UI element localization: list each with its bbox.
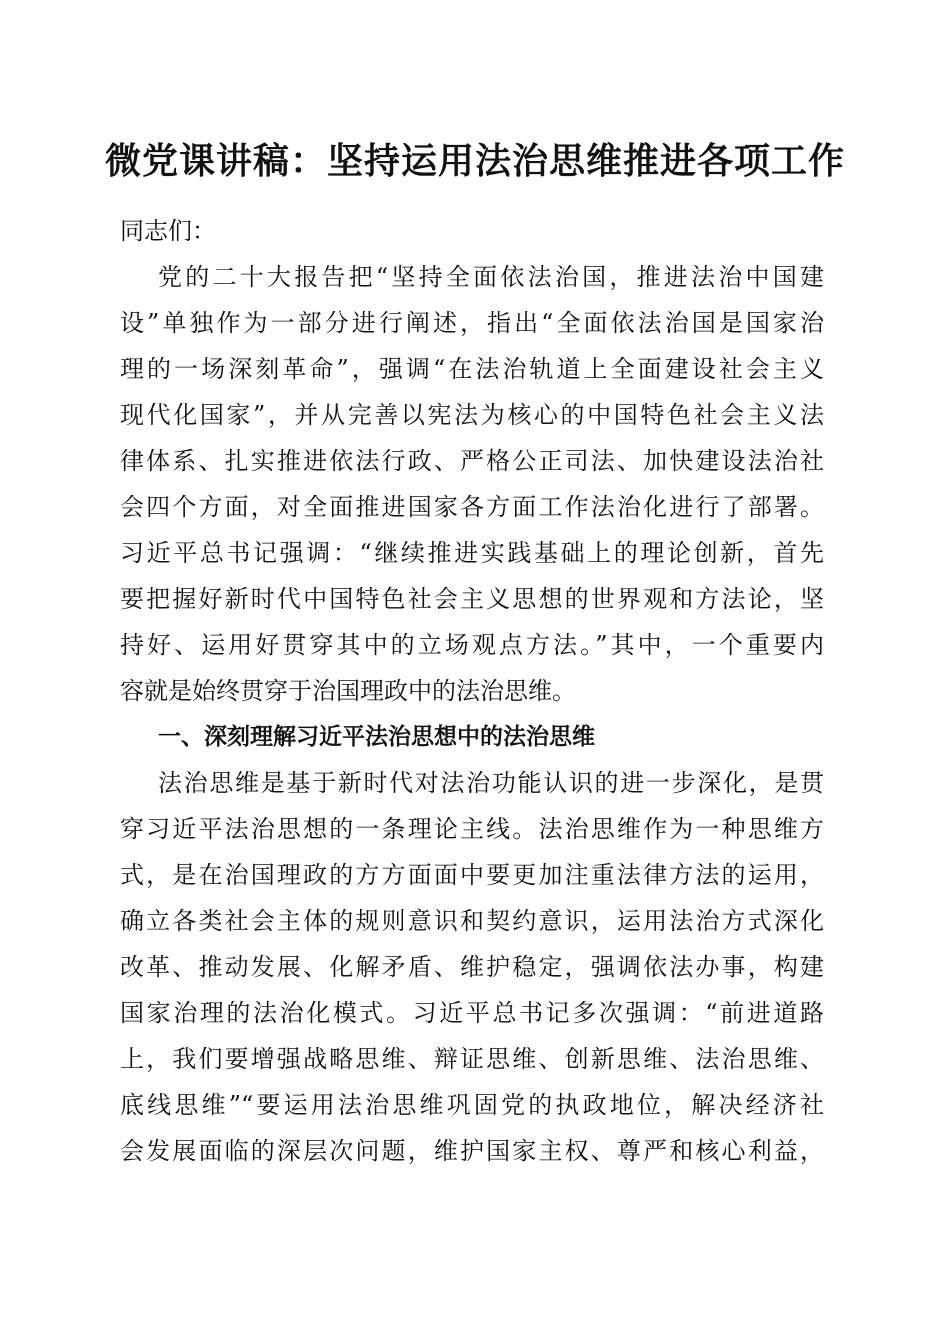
paragraph-line: 容就是始终贯穿于治国理政中的法治思维。 [120, 677, 576, 705]
document-body [120, 208, 824, 1174]
paragraph-line: 会四个方面，对全面推进国家各方面工作法治化进行了部署。 [120, 493, 824, 521]
paragraph-line: 现代化国家”，并从完善以宪法为核心的中国特色社会主义法 [120, 401, 824, 429]
paragraph-line: 律体系、扎实推进依法行政、严格公正司法、加快建设法治社 [120, 447, 824, 475]
paragraph-line: 改革、推动发展、化解矛盾、维护稳定，强调依法办事，构建 [120, 953, 824, 981]
paragraph-line: 习近平总书记强调：“继续推进实践基础上的理论创新，首先 [120, 539, 824, 567]
paragraph-line: 理的一场深刻革命”，强调“在法治轨道上全面建设社会主义 [120, 355, 824, 383]
salutation: 同志们： [120, 217, 216, 245]
paragraph-line: 上，我们要增强战略思维、辩证思维、创新思维、法治思维、 [120, 1045, 824, 1073]
paragraph-line: 党的二十大报告把“坚持全面依法治国，推进法治中国建 [158, 263, 824, 291]
document-title: 微党课讲稿：坚持运用法治思维推进各项工作 [104, 140, 845, 182]
paragraph-line: 式，是在治国理政的方方面面中要更加注重法律方法的运用， [120, 861, 824, 889]
paragraph-line: 穿习近平法治思想的一条理论主线。法治思维作为一种思维方 [120, 815, 824, 843]
paragraph-line: 法治思维是基于新时代对法治功能认识的进一步深化，是贯 [158, 769, 824, 797]
paragraph-1 [120, 254, 824, 714]
paragraph-2 [120, 760, 824, 1174]
paragraph-line: 国家治理的法治化模式。习近平总书记多次强调：“前进道路 [120, 999, 824, 1027]
paragraph-line: 确立各类社会主体的规则意识和契约意识，运用法治方式深化 [120, 907, 824, 935]
paragraph-line: 底线思维”“要运用法治思维巩固党的执政地位，解决经济社 [120, 1091, 824, 1119]
paragraph-line: 设”单独作为一部分进行阐述，指出“全面依法治国是国家治 [120, 309, 824, 337]
paragraph-line: 持好、运用好贯穿其中的立场观点方法。”其中，一个重要内 [120, 631, 824, 659]
paragraph-line: 会发展面临的深层次问题，维护国家主权、尊严和核心利益， [120, 1137, 824, 1165]
paragraph-line: 要把握好新时代中国特色社会主义思想的世界观和方法论，坚 [120, 585, 824, 613]
section-heading: 一、深刻理解习近平法治思想中的法治思维 [158, 724, 595, 750]
